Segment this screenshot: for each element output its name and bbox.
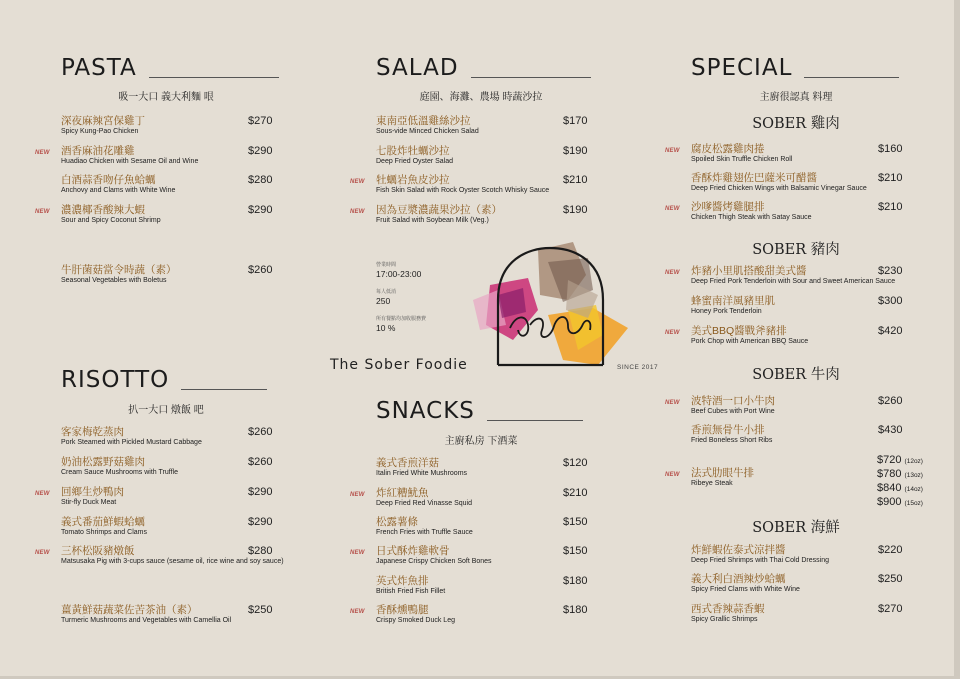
item-name-en: Crispy Smoked Duck Leg [376,617,455,624]
salad-header [376,57,591,80]
item-name-en: Fish Skin Salad with Rock Oyster Scotch Whisky Sauce [376,187,550,194]
since-label: SINCE 2017 [617,364,659,371]
item-price: $210 [878,172,903,184]
item-name-en: Tomato Shrimps and Clams [61,529,147,536]
menu-item [61,456,288,478]
item-price: $280 [248,545,273,557]
item-price: $300 [878,295,903,307]
menu-item [691,325,918,347]
item-price: $290 [248,486,273,498]
item-name-en: Pork Chop with American BBQ Sauce [691,338,809,345]
sober-foodie-logo [468,240,633,380]
item-price: $170 [563,115,588,127]
menu-item [376,575,603,597]
restaurant-info [376,261,426,342]
menu-item [691,573,918,595]
item-name-zh: 英式炸魚排 [376,575,429,587]
item-price: $420 [878,325,903,337]
item-name-zh: 炸豬小里肌搭酸甜美式醬 [691,265,807,277]
new-badge: NEW [665,206,680,212]
menu-item [691,172,918,194]
item-price: $180 [563,604,588,616]
section-subtitle: 扒一大口 燉飯 吧 [128,405,204,416]
new-badge: NEW [35,491,50,497]
item-name-en: Turmeric Mushrooms and Vegetables with Camellia Oil [61,617,232,624]
item-name-zh: 牛肝菌菇當令時蔬（素） [61,264,177,276]
item-name-en: Ribeye Steak [691,480,733,487]
item-name-en: Stir-fly Duck Meat [61,499,117,506]
item-name-zh: 薑黃鮮菇蔬菜佐苦茶油（素） [61,604,198,616]
subheading-beef: SOBER 牛肉 [752,367,840,383]
item-price: $290 [248,204,273,216]
item-price: $190 [563,204,588,216]
page-edge-right [954,0,960,679]
item-name-en: Sour and Spicy Coconut Shrimp [61,217,161,224]
section-title: SNACKS [376,398,475,424]
item-name-en: Deep Fried Red Vinasse Squid [376,500,472,507]
item-name-zh: 法式肋眼牛排 [691,467,754,479]
item-name-zh: 西式香辣蒜香蝦 [691,603,765,615]
item-price: $260 [248,264,273,276]
item-name-en: Deep Fried Shrimps with Thai Cold Dressing [691,557,829,564]
menu-item [691,544,918,566]
item-name-en: Spicy Kung-Pao Chicken [61,128,139,135]
item-name-en: Fruit Salad with Soybean Milk (Veg.) [376,217,489,224]
menu-item [61,145,288,167]
minimum-label: 每人低消 [376,289,397,295]
item-name-zh: 波特酒一口小牛肉 [691,395,775,407]
new-badge: NEW [665,330,680,336]
item-name-en: Deep Fried Oyster Salad [376,158,454,165]
brand-name: The Sober Foodie [330,357,468,373]
divider [149,77,279,78]
divider [181,389,267,390]
item-price: $250 [248,604,273,616]
new-badge: NEW [350,179,365,185]
hours-value: 17:00-23:00 [376,269,422,279]
new-badge: NEW [665,472,680,478]
section-title: SALAD [376,55,459,81]
new-badge: NEW [35,150,50,156]
section-subtitle: 主廚私房 下酒菜 [444,436,518,447]
menu-item [376,145,603,167]
section-title: PASTA [61,55,137,81]
menu-item [376,545,603,567]
item-name-zh: 腐皮松露雞肉捲 [691,143,765,155]
minimum-value: 250 [376,296,391,306]
item-price: $270 [878,603,903,615]
item-price: $290 [248,516,273,528]
item-price: $120 [563,457,588,469]
item-name-zh: 白酒蒜香吻仔魚蛤蠣 [61,174,156,186]
divider [804,77,899,78]
menu-item [691,603,918,625]
price: $840 [877,482,902,494]
item-price: $190 [563,145,588,157]
item-name-zh: 濃濃椰香酸辣大蝦 [61,204,145,216]
menu-item [61,174,288,196]
menu-item [691,295,918,317]
item-name-en: Deep Fried Chicken Wings with Balsamic Vinegar Sauce [691,185,867,192]
item-name-zh: 香酥炸雞翅佐巴薩米可醋醬 [691,172,817,184]
size: (13oz) [904,472,923,479]
item-price: $270 [248,115,273,127]
menu-item [376,516,603,538]
ribeye-price-list [877,454,923,510]
size: (15oz) [904,500,923,507]
item-name-en: Deep Fried Pork Tenderloin with Sour and Sweet American Sauce [691,278,896,285]
new-badge: NEW [665,400,680,406]
item-name-zh: 回鄉生炒鴨肉 [61,486,124,498]
item-name-en: Italin Fried White Mushrooms [376,470,468,477]
item-name-en: Huadiao Chicken with Sesame Oil and Wine [61,158,199,165]
menu-item [691,265,918,287]
price: $900 [877,496,902,508]
new-badge: NEW [35,209,50,215]
section-subtitle: 吸一大口 義大利麵 哏 [118,92,214,103]
ribeye-price-row [877,454,923,468]
item-price: $250 [878,573,903,585]
item-price: $180 [563,575,588,587]
price: $780 [877,468,902,480]
item-name-zh: 義式番茄鮮蝦蛤蠣 [61,516,145,528]
item-name-zh: 義大利白酒辣炒蛤蠣 [691,573,786,585]
pasta-header [61,57,279,80]
item-name-zh: 東南亞低溫雞絲沙拉 [376,115,471,127]
section-subtitle: 庭園、海灘、農場 時蔬沙拉 [419,92,543,103]
item-name-en: Spicy Grallic Shrimps [691,616,758,623]
menu-item [61,204,288,226]
item-price: $150 [563,516,588,528]
divider [487,420,583,421]
item-name-en: Fried Boneless Short Ribs [691,437,773,444]
item-name-zh: 奶油松露野菇雞肉 [61,456,145,468]
item-name-en: Spicy Fried Clams with White Wine [691,586,800,593]
new-badge: NEW [350,609,365,615]
item-price: $280 [248,174,273,186]
item-price: $230 [878,265,903,277]
item-price: $210 [563,174,588,186]
item-name-zh: 酒香麻油花雕雞 [61,145,135,157]
menu-item [61,115,288,137]
new-badge: NEW [665,148,680,154]
hours-label: 營業時間 [376,262,397,268]
item-price: $210 [878,201,903,213]
ribeye-price-row [877,468,923,482]
menu-item [376,204,603,226]
item-price: $260 [248,426,273,438]
item-name-en: Cream Sauce Mushrooms with Truffle [61,469,178,476]
item-name-zh: 深夜麻辣宮保雞丁 [61,115,145,127]
new-badge: NEW [350,209,365,215]
item-name-en: Honey Pork Tenderloin [691,308,762,315]
item-name-zh: 日式酥炸雞軟骨 [376,545,450,557]
item-name-zh: 炸紅糟魷魚 [376,487,429,499]
item-price: $260 [878,395,903,407]
special-header [691,57,899,80]
item-price: $210 [563,487,588,499]
new-badge: NEW [350,550,365,556]
item-name-en: Beef Cubes with Port Wine [691,408,775,415]
item-name-en: Seasonal Vegetables with Boletus [61,277,167,284]
item-name-en: Sous-vide Minced Chicken Salad [376,128,479,135]
item-name-zh: 美式BBQ醬戰斧豬排 [691,325,787,337]
subheading-seafood: SOBER 海鮮 [752,520,840,536]
item-name-zh: 蜂蜜南洋風豬里肌 [691,295,775,307]
item-name-en: Matsusaka Pig with 3-cups sauce (sesame oil, rice wine and soy sauce) [61,558,284,565]
menu-item [61,545,288,567]
section-title: RISOTTO [61,367,170,393]
subheading-pork: SOBER 豬肉 [752,242,840,258]
item-name-zh: 香煎無骨牛小排 [691,424,765,436]
item-name-zh: 沙嗲醬烤雞腿排 [691,201,765,213]
price: $720 [877,454,902,466]
item-name-zh: 義式香煎洋菇 [376,457,439,469]
menu-item [376,457,603,479]
item-name-zh: 牡蠣岩魚皮沙拉 [376,174,450,186]
service-charge-label: 所有餐點均加收服務費 [376,316,427,322]
menu-item [691,143,918,165]
menu-item [691,201,918,223]
item-name-en: Japanese Crispy Chicken Soft Bones [376,558,492,565]
item-name-zh: 七股炸牡蠣沙拉 [376,145,450,157]
item-name-en: French Fries with Truffle Sauce [376,529,473,536]
menu-item [376,115,603,137]
item-name-zh: 因為豆漿濃蔬果沙拉（素） [376,204,502,216]
menu-item [376,604,603,626]
snacks-header [376,400,583,423]
menu-item [691,395,918,417]
item-name-en: Anchovy and Clams with White Wine [61,187,176,194]
divider [471,77,591,78]
item-name-en: Spoiled Skin Truffle Chicken Roll [691,156,793,163]
new-badge: NEW [665,270,680,276]
menu-item [61,264,288,286]
item-name-en: Chicken Thigh Steak with Satay Sauce [691,214,812,221]
menu-item [61,426,288,448]
item-name-zh: 香酥燻鴨腿 [376,604,429,616]
section-title: SPECIAL [691,55,793,81]
item-price: $220 [878,544,903,556]
item-name-en: British Fried Fish Fillet [376,588,446,595]
menu-item [691,424,918,446]
item-name-zh: 炸鮮蝦佐泰式涼拌醬 [691,544,786,556]
item-price: $260 [248,456,273,468]
subheading-chicken: SOBER 雞肉 [752,116,840,132]
menu-item [61,486,288,508]
item-name-en: Pork Steamed with Pickled Mustard Cabbage [61,439,202,446]
menu-item [61,516,288,538]
item-price: $160 [878,143,903,155]
size: (14oz) [904,486,923,493]
item-name-zh: 客家梅乾蒸肉 [61,426,124,438]
size: (12oz) [904,458,923,465]
menu-item [376,174,603,196]
item-name-zh: 三杯松阪豬燉飯 [61,545,135,557]
service-charge-value: 10 % [376,323,396,333]
new-badge: NEW [350,492,365,498]
menu-item [376,487,603,509]
menu-item [61,604,288,626]
item-price: $290 [248,145,273,157]
section-subtitle: 主廚很認真 料理 [759,92,833,103]
ribeye-price-row [877,496,923,510]
new-badge: NEW [35,550,50,556]
item-name-zh: 松露薯條 [376,516,418,528]
risotto-header [61,369,267,392]
item-price: $430 [878,424,903,436]
ribeye-price-row [877,482,923,496]
item-price: $150 [563,545,588,557]
